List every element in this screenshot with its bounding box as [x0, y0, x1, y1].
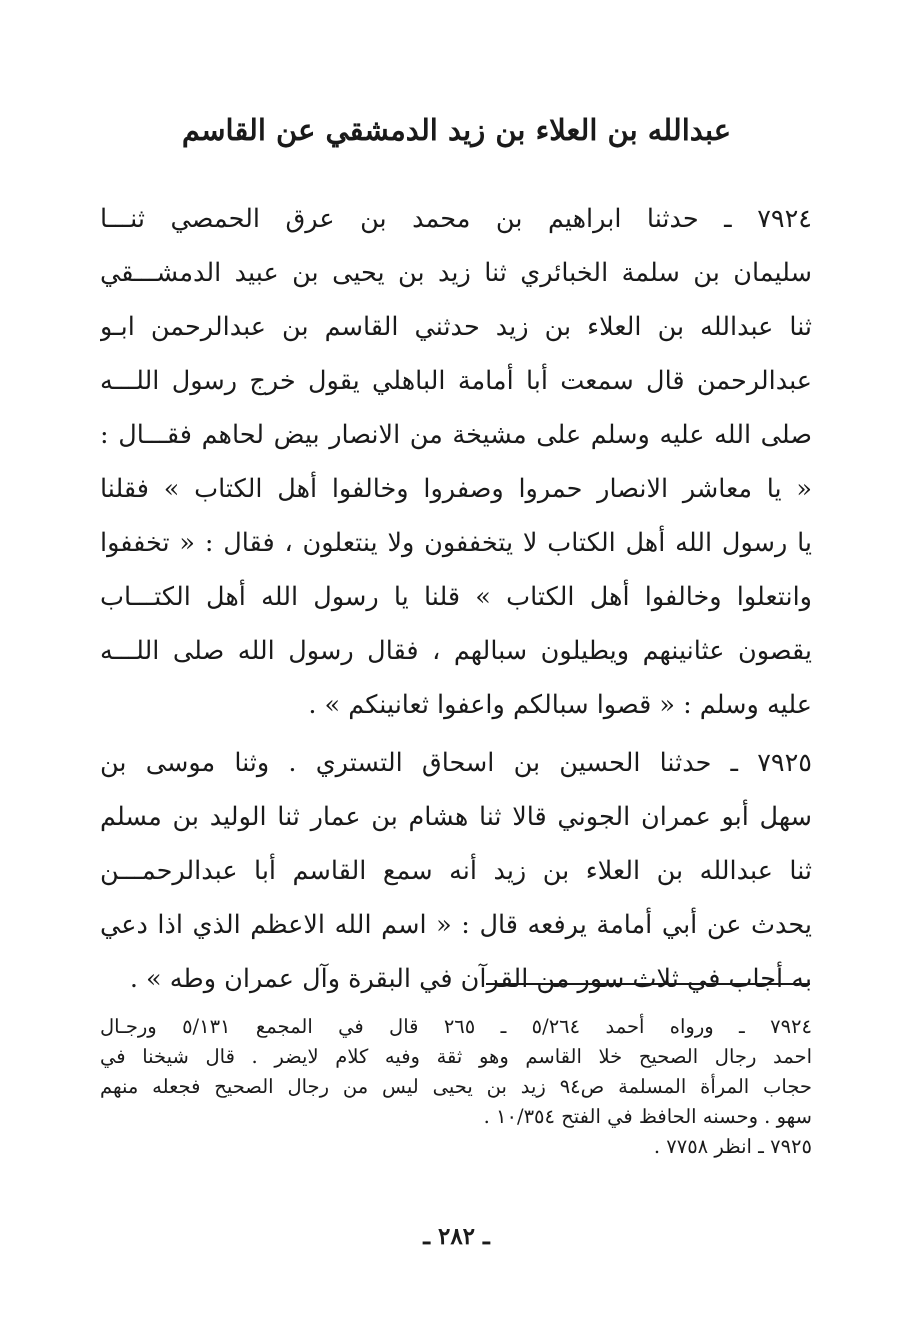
- hadith-7924: [100, 192, 812, 732]
- text-line: ٧٩٢٤ ـ حدثنا ابراهيم بن محمد بن عرق الحمصي ثنـــا: [100, 204, 812, 234]
- text-line: عبدالرحمن قال سمعت أبا أمامة الباهلي يقول خرج رسول اللـــه: [100, 366, 812, 396]
- footnote-line: احمد رجال الصحيح خلا القاسم وهو ثقة وفيه كلام لايضر . قال شيخنا في: [100, 1045, 812, 1068]
- text-line: وانتعلوا وخالفوا أهل الكتاب » قلنا يا رسول الله أهل الكتـــاب: [100, 582, 812, 612]
- page-number: ـ ٢٨٢ ـ: [423, 1223, 490, 1250]
- footnote-line: ٧٩٢٥ ـ انظر ٧٧٥٨ .: [653, 1135, 812, 1158]
- hadith-7925: [100, 736, 812, 1006]
- footnote-line: حجاب المرأة المسلمة ص٩٤ زيد بن يحيى ليس من رجال الصحيح فجعله منهم: [100, 1075, 812, 1098]
- chapter-title: عبدالله بن العلاء بن زيد الدمشقي عن القاسم: [181, 113, 732, 147]
- footnote-line: ٧٩٢٤ ـ ورواه أحمد ٥/٢٦٤ ـ ٢٦٥ قال في المجمع ٥/١٣١ ورجـال: [100, 1015, 812, 1038]
- footnotes: [100, 1012, 812, 1162]
- text-line: ٧٩٢٥ ـ حدثنا الحسين بن اسحاق التستري . وثنا موسى بن: [100, 748, 812, 778]
- text-line: به أجاب في ثلاث سور من القرآن في البقرة وآل عمران وطه » .: [129, 964, 812, 994]
- text-line: عليه وسلم : « قصوا سبالكم واعفوا ثعانينكم » .: [308, 690, 812, 720]
- main-text: [100, 192, 812, 1006]
- text-line: يحدث عن أبي أمامة يرفعه قال : « اسم الله الاعظم الذي اذا دعي: [100, 910, 812, 940]
- text-line: صلى الله عليه وسلم على مشيخة من الانصار بيض لحاهم فقـــال :: [100, 420, 812, 450]
- text-line: سهل أبو عمران الجوني قالا ثنا هشام بن عمار ثنا الوليد بن مسلم: [100, 802, 812, 832]
- text-line: « يا معاشر الانصار حمروا وصفروا وخالفوا أهل الكتاب » فقلنا: [100, 474, 812, 504]
- footnote-line: سهو . وحسنه الحافظ في الفتح ١٠/٣٥٤ .: [483, 1105, 812, 1128]
- text-line: يا رسول الله أهل الكتاب لا يتخففون ولا ينتعلون ، فقال : « تخففوا: [100, 528, 812, 558]
- footnote-divider: [486, 983, 810, 985]
- text-line: ثنا عبدالله بن العلاء بن زيد أنه سمع القاسم أبا عبدالرحمـــن: [100, 856, 812, 886]
- text-line: ثنا عبدالله بن العلاء بن زيد حدثني القاسم بن عبدالرحمن ابـو: [100, 312, 812, 342]
- text-line: سليمان بن سلمة الخبائري ثنا زيد بن يحيى بن عبيد الدمشـــقي: [100, 258, 812, 288]
- text-line: يقصون عثانينهم ويطيلون سبالهم ، فقال رسول الله صلى اللـــه: [100, 636, 812, 666]
